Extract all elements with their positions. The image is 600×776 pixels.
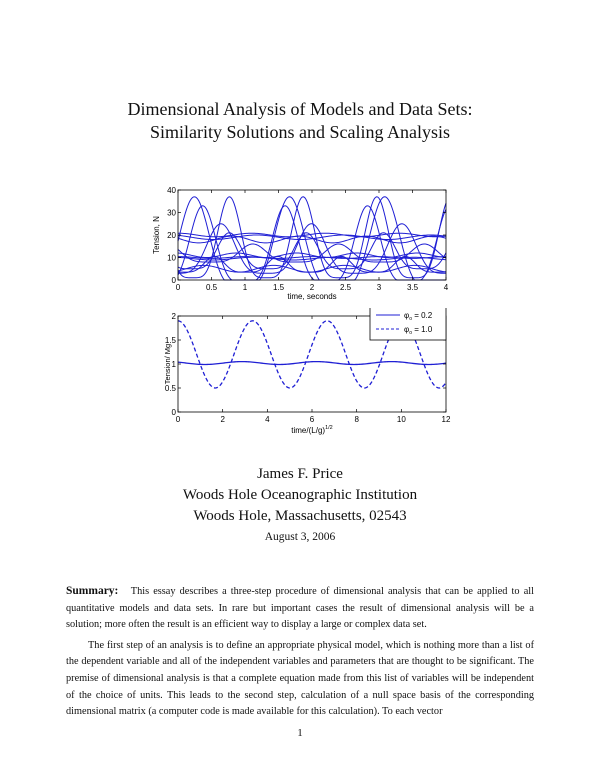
summary-section xyxy=(66,583,534,721)
normalized-tension-chart xyxy=(150,308,460,438)
x-tick-label: 8 xyxy=(354,415,359,424)
summary-label: Summary: xyxy=(66,585,119,597)
x-tick-label: 2 xyxy=(309,283,315,292)
x-tick-label: 1 xyxy=(242,283,248,292)
author-block xyxy=(0,464,600,527)
page-number: 1 xyxy=(297,727,303,739)
title-line-1: Dimensional Analysis of Models and Data Sets: xyxy=(127,99,473,119)
x-tick-label: 2 xyxy=(220,415,225,424)
x-tick-label: 0 xyxy=(175,283,181,292)
x-tick-label: 1.5 xyxy=(272,283,285,292)
chart1-xlabel: time, seconds xyxy=(287,292,337,301)
x-tick-label: 12 xyxy=(441,415,451,424)
title-line-2: Similarity Solutions and Scaling Analysis xyxy=(149,122,450,142)
author-institution: Woods Hole Oceanographic Institution xyxy=(182,487,418,503)
x-tick-label: 6 xyxy=(309,415,315,424)
chart1-series-group xyxy=(178,197,446,280)
chart1-ylabel: Tension, N xyxy=(152,216,161,254)
y-tick-label: 20 xyxy=(167,231,176,240)
x-tick-label: 0 xyxy=(175,415,181,424)
author-address: Woods Hole, Massachusetts, 02543 xyxy=(193,508,407,524)
summary-p1-text: This essay describes a three-step procedure of dimensional analysis that can be applied to all quantitative models and data sets. In rare but important cases the result of dimensional analysis will be a solution; more often the result is an efficient way to display a large or complex data set. xyxy=(66,586,534,631)
x-tick-label: 4 xyxy=(265,415,270,424)
legend-entry-1: $\varphi_o = 0.2$ xyxy=(404,311,433,322)
chart2-xlabel: time/$(L/g)^{1/2}$ xyxy=(291,425,333,435)
summary-paragraph-1 xyxy=(66,583,534,634)
y-tick-label: 40 xyxy=(167,186,176,195)
legend-entry-2: $\varphi_o = 1.0$ xyxy=(404,325,433,336)
summary-paragraph-2: The first step of an analysis is to define an appropriate physical model, which is nothing more than a list of the dependent variable and all of the independent variables and parameters that are thought to be significant. The premise of dimensional analysis is that a complete equation made from this list of variables will be independent of the choice of units. This leads to the second step, calculation of a null space basis of the corresponding dimensional matrix (a computer code is made available for this calculation). To each vector xyxy=(66,639,534,718)
paper-title xyxy=(0,98,600,144)
series-line-1 xyxy=(178,362,446,365)
y-tick-label: 1.5 xyxy=(164,336,176,345)
chart2-ylabel: Tension/ Mg xyxy=(163,343,172,385)
publication-date: August 3, 2006 xyxy=(264,531,336,543)
tension-time-chart xyxy=(150,183,460,303)
x-tick-label: 2.5 xyxy=(339,283,352,292)
y-tick-label: 1 xyxy=(171,360,176,369)
y-tick-label: 2 xyxy=(171,312,176,321)
y-tick-label: 0 xyxy=(171,276,176,285)
x-tick-label: 4 xyxy=(443,283,449,292)
y-tick-label: 0.5 xyxy=(164,384,176,393)
series-line-10 xyxy=(178,206,446,280)
y-tick-label: 0 xyxy=(171,408,176,417)
x-tick-label: 3.5 xyxy=(406,283,419,292)
chart2-legend xyxy=(370,308,446,340)
x-tick-label: 0.5 xyxy=(205,283,218,292)
author-name: James F. Price xyxy=(257,466,343,482)
x-tick-label: 3 xyxy=(376,283,382,292)
y-tick-label: 10 xyxy=(167,253,176,263)
x-tick-label: 10 xyxy=(396,415,406,424)
y-tick-label: 30 xyxy=(167,208,176,218)
